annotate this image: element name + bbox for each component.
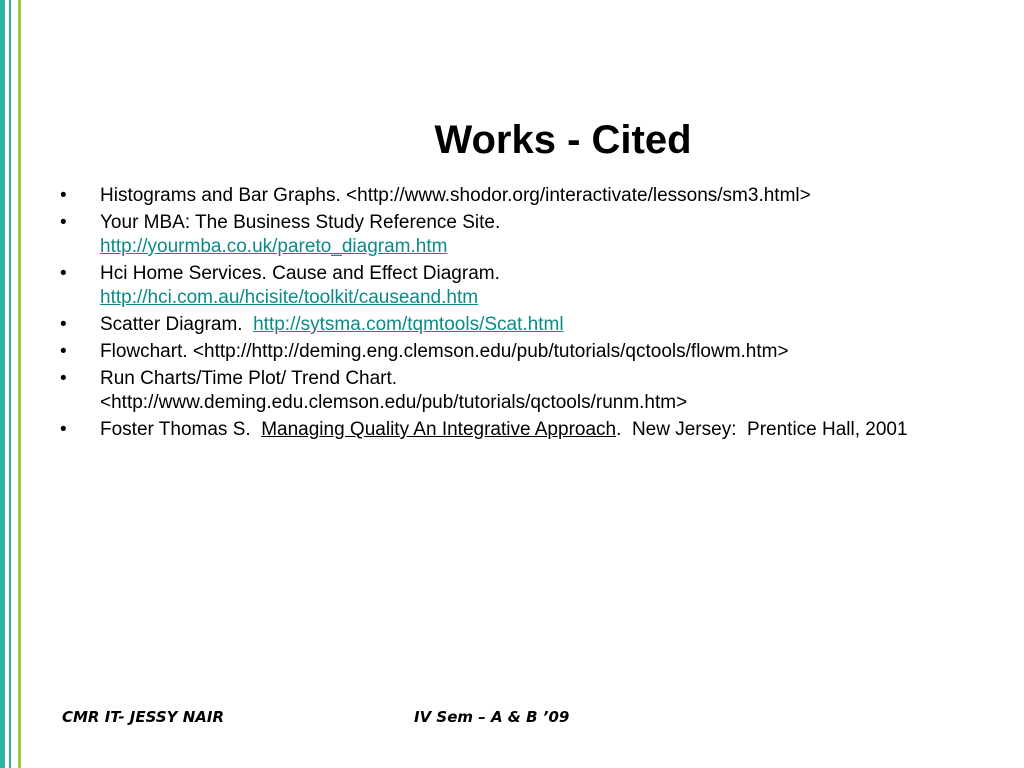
title-container (0, 112, 1024, 168)
citation-text: Foster Thomas S. (100, 419, 262, 440)
citation-text: Histograms and Bar Graphs. <http://www.shodor.org/interactivate/lessons/sm3.html> (100, 185, 811, 206)
citation-item (60, 340, 980, 364)
citation-text: . New Jersey: Prentice Hall, 2001 (616, 419, 908, 440)
citation-item (60, 367, 980, 415)
citation-link[interactable]: http://hci.com.au/hcisite/toolkit/causeand.htm (100, 287, 479, 308)
page-title: Works - Cited (434, 118, 692, 162)
citation-text: Scatter Diagram. (100, 314, 254, 335)
citation-list (60, 184, 980, 445)
citation-text: Run Charts/Time Plot/ Trend Chart. (100, 368, 398, 389)
bullet-icon: • (60, 368, 67, 389)
citation-text: Flowchart. <http://http://deming.eng.clemson.edu/pub/tutorials/qctools/flowm.htm> (100, 341, 789, 362)
footer-semester: IV Sem – A & B ’09 (414, 708, 570, 726)
bullet-icon: • (60, 419, 67, 440)
citation-link[interactable]: http://yourmba.co.uk/pareto_diagram.htm (100, 236, 448, 257)
bullet-icon: • (60, 341, 67, 362)
book-title: Managing Quality An Integrative Approach (261, 419, 617, 440)
bullet-icon: • (60, 314, 67, 335)
citation-text: Hci Home Services. Cause and Effect Diagram. (100, 263, 500, 284)
citation-text-line2: <http://www.deming.edu.clemson.edu/pub/tutorials/qctools/runm.htm> (100, 392, 688, 413)
citation-text: Your MBA: The Business Study Reference Site. (100, 212, 501, 233)
citation-item (60, 184, 980, 208)
citation-item (60, 418, 980, 442)
bullet-icon: • (60, 185, 67, 206)
bullet-icon: • (60, 263, 67, 284)
citation-link[interactable]: http://sytsma.com/tqmtools/Scat.html (253, 314, 564, 335)
bullet-icon: • (60, 212, 67, 233)
citation-item (60, 211, 980, 259)
citation-item (60, 262, 980, 310)
footer-author: CMR IT- JESSY NAIR (62, 708, 225, 726)
citation-item (60, 313, 980, 337)
